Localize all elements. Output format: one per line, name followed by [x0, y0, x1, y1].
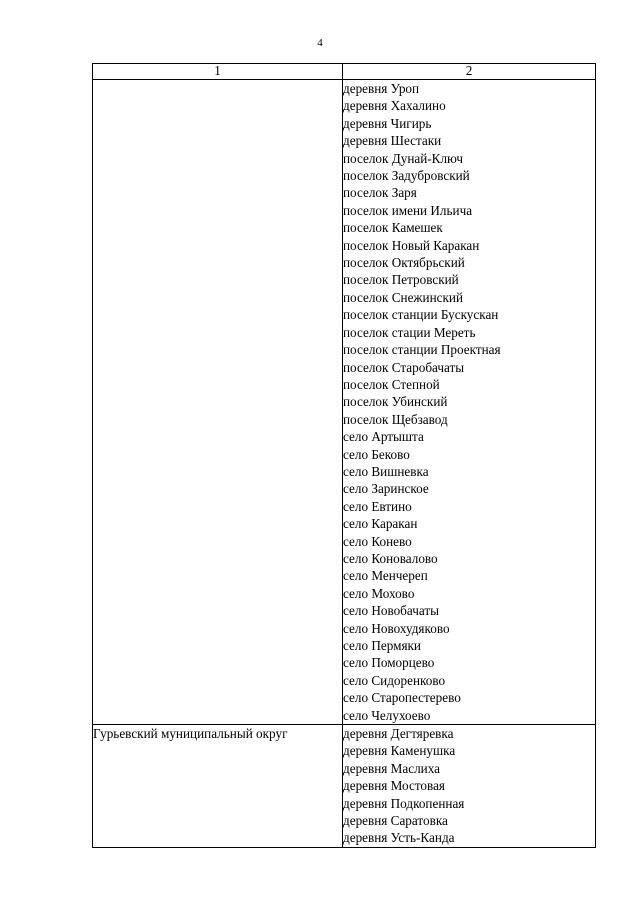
settlement-item: поселок Камешек	[343, 220, 443, 236]
settlement-item: село Заринское	[343, 481, 429, 497]
table-body	[93, 80, 596, 848]
settlement-item: поселок Новый Каракан	[343, 237, 480, 253]
settlement-item: поселок Щебзавод	[343, 411, 448, 427]
settlement-item: поселок Задубровский	[343, 168, 470, 184]
settlement-item: деревня Саратовка	[343, 813, 448, 829]
settlement-item: село Евтино	[343, 498, 412, 514]
settlement-item: поселок Заря	[343, 185, 417, 201]
settlement-item: село Сидоренково	[343, 672, 446, 688]
settlement-item: деревня Подкопенная	[343, 795, 465, 811]
settlement-item: поселок Петровский	[343, 272, 459, 288]
column-header-2: 2	[343, 64, 596, 80]
settlement-item: село Конево	[343, 533, 412, 549]
settlement-item: деревня Дегтяревка	[343, 726, 454, 742]
settlement-item: поселок станции Проектная	[343, 342, 501, 358]
settlement-item: деревня Мостовая	[343, 778, 445, 794]
settlement-item: поселок Снежинский	[343, 289, 464, 305]
settlements-cell	[343, 80, 596, 725]
settlement-item: поселок стации Мереть	[343, 324, 476, 340]
settlement-item: село Мохово	[343, 585, 415, 601]
settlement-item: село Челухоево	[343, 707, 431, 723]
settlement-item: поселок Октябрьский	[343, 255, 465, 271]
settlement-item: село Артышта	[343, 429, 424, 445]
settlement-item: село Беково	[343, 446, 410, 462]
page-number: 4	[317, 37, 323, 49]
settlement-item: село Поморцево	[343, 655, 435, 671]
settlements-cell	[343, 725, 596, 848]
column-header-1: 1	[93, 64, 343, 80]
settlement-item: деревня Уроп	[343, 81, 420, 96]
settlements-table	[92, 63, 596, 848]
settlement-item: село Вишневка	[343, 463, 429, 479]
table-row	[93, 725, 596, 848]
settlement-item: поселок Убинский	[343, 394, 448, 410]
settlement-item: село Коновалово	[343, 550, 438, 566]
settlement-item: поселок Степной	[343, 376, 440, 392]
settlement-item: деревня Маслиха	[343, 760, 441, 776]
settlement-item: село Каракан	[343, 516, 418, 532]
settlement-item: деревня Шестаки	[343, 133, 442, 149]
settlement-item: поселок станции Бускускан	[343, 307, 499, 323]
settlement-item: поселок Дунай-Ключ	[343, 150, 464, 166]
settlement-item: село Пермяки	[343, 638, 421, 653]
district-cell: Гурьевский муниципальный округ	[93, 725, 343, 848]
settlement-item: село Новохудяково	[343, 620, 450, 636]
table-header-row	[93, 64, 596, 80]
settlement-item: село Новобачаты	[343, 603, 439, 619]
settlement-item: село Старопестерево	[343, 690, 461, 706]
settlement-item: село Менчереп	[343, 568, 428, 584]
settlement-item: деревня Хахалино	[343, 98, 446, 114]
district-cell	[93, 80, 343, 725]
settlement-item: деревня Чигирь	[343, 115, 432, 131]
settlement-item: деревня Усть-Канда	[343, 830, 455, 846]
table-row	[93, 80, 596, 725]
settlement-item: поселок имени Ильича	[343, 202, 473, 218]
settlement-item: деревня Каменушка	[343, 743, 456, 759]
settlement-item: поселок Старобачаты	[343, 359, 465, 375]
